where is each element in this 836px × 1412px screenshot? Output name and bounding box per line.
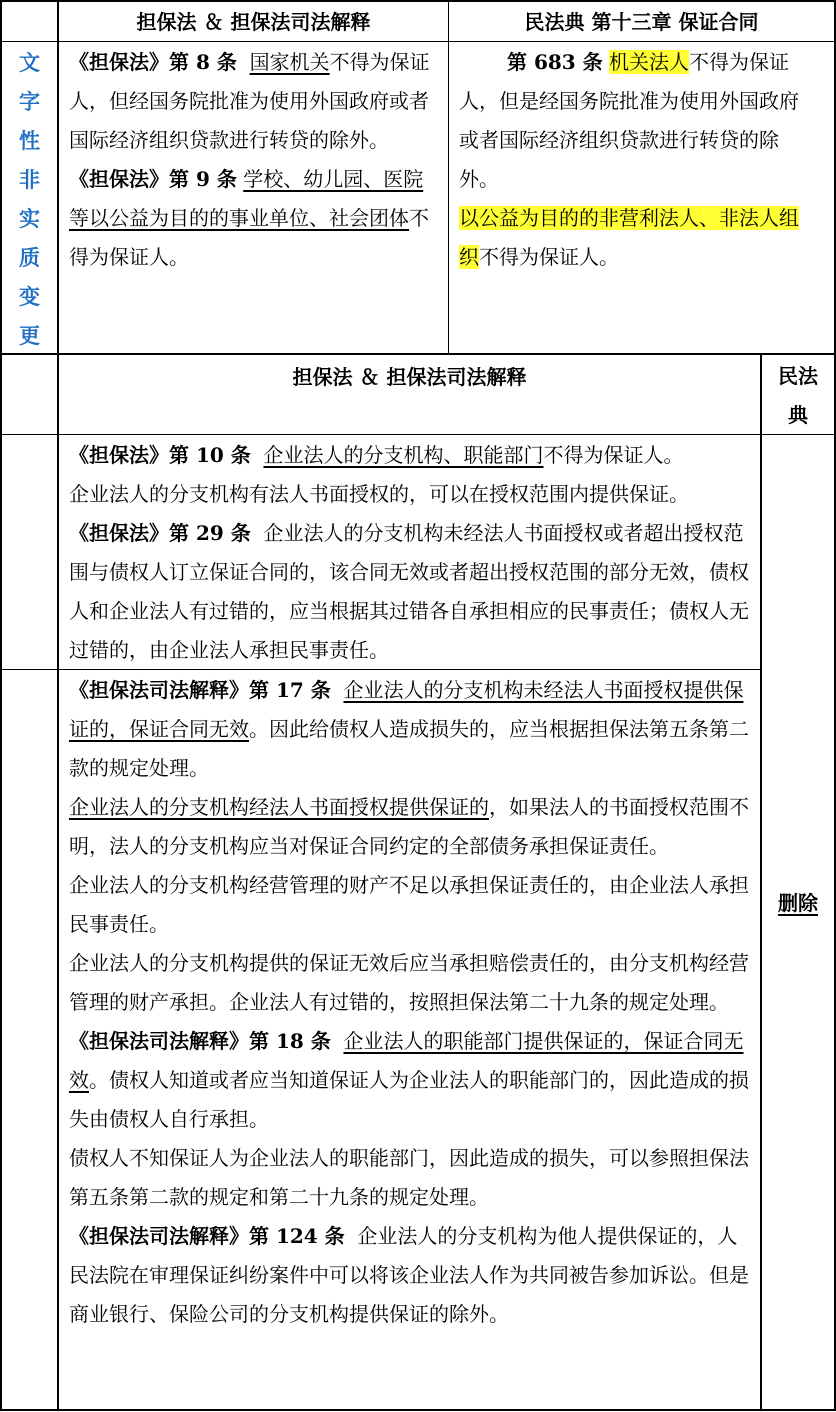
article-ref: 《担保法》第 29 条 [69, 521, 251, 545]
civil-code-cell [459, 43, 815, 277]
category-label-char: 字 [19, 89, 40, 114]
interp-17-paragraph-4: 企业法人的分支机构提供的保证无效后应当承担赔偿责任的，由分支机构经营管理的财产承担。企业法人有过错的，按照担保法第二十九条的规定处理。 [69, 951, 749, 1014]
category-label-char: 变 [19, 284, 40, 309]
highlighted-term: 以公益为目的的非营利法人、非法人组织 [459, 206, 799, 269]
underlined-term: 学校、幼儿园、医院等以公益为目的的事业单位、社会团体 [69, 167, 424, 230]
interp-124-paragraph [69, 1217, 753, 1334]
category-label-char: 性 [19, 128, 40, 153]
category-label-char: 质 [19, 245, 40, 270]
category-label-char: 文 [19, 50, 40, 75]
article-text: 不得为保证人。 [479, 245, 619, 269]
row-divider [0, 41, 836, 42]
header-old-law: 担保法 ＆ 担保法司法解释 [136, 10, 371, 34]
article-ref: 《担保法司法解释》第 18 条 [69, 1029, 331, 1053]
header-old-law-2: 担保法 ＆ 担保法司法解释 [292, 365, 527, 389]
underlined-term: 企业法人的分支机构、职能部门 [263, 443, 544, 467]
article-text: 企业法人的分支机构为他人提供保证的，人民法院在审理保证纠纷案件中可以将该企业法人作为共同被告参加诉讼。但是商业银行、保险公司的分支机构提供保证的除外。 [69, 1224, 749, 1326]
underlined-term: 企业法人的分支机构未经法人书面授权提供保证的，保证合同无效 [69, 678, 744, 741]
header-civil-code: 民法典 第十三章 保证合同 [524, 10, 759, 34]
interp-17-paragraph-3: 企业法人的分支机构经营管理的财产不足以承担保证责任的，由企业法人承担民事责任。 [69, 873, 749, 936]
article-text: 。债权人知道或者应当知道保证人为企业法人的职能部门的，因此造成的损失由债权人自行承担。 [69, 1068, 749, 1131]
column-divider [448, 0, 449, 354]
article-text: 企业法人的分支机构未经法人书面授权或者超出授权范围与债权人订立保证合同的，该合同无效或者超出授权范围的部分无效，债权人和企业法人有过错的，应当根据其过错各自承担相应的民事责任；债权人无过错的，由企业法人承担民事责任。 [69, 521, 749, 662]
article-ref: 《担保法》第 8 条 [69, 50, 237, 74]
table-border-bottom [0, 1409, 836, 1411]
article-text: ，如果法人的书面授权范围不明，法人的分支机构应当对保证合同约定的全部债务承担保证责任。 [69, 795, 749, 858]
article-9-paragraph [69, 160, 443, 277]
article-ref: 《担保法》第 10 条 [69, 443, 251, 467]
article-10-paragraph [69, 436, 753, 475]
article-ref: 《担保法司法解释》第 124 条 [69, 1224, 345, 1248]
interp-17-paragraph-2 [69, 788, 753, 866]
article-29-paragraph [69, 514, 753, 670]
underlined-term: 国家机关 [249, 50, 330, 74]
article-8-paragraph [69, 43, 443, 160]
column-divider [57, 0, 59, 1411]
row-divider [0, 353, 836, 355]
interp-18-paragraph [69, 1022, 753, 1139]
underlined-term: 企业法人的分支机构经法人书面授权提供保证的 [69, 795, 489, 819]
interp-17-paragraph [69, 671, 753, 788]
underlined-term: 企业法人的职能部门提供保证的，保证合同无效 [69, 1029, 744, 1092]
article-683-paragraph [459, 43, 815, 199]
article-ref: 《担保法》第 9 条 [69, 167, 237, 191]
header-civil-code-2: 民法典 [778, 364, 818, 427]
highlighted-term: 机关法人 [609, 50, 690, 74]
old-law-cell [69, 43, 443, 277]
category-label-nonsubstantive [2, 43, 57, 353]
category-label-char: 更 [19, 323, 40, 348]
deleted-label: 删除 [778, 891, 818, 915]
row-divider [0, 434, 836, 435]
article-10-paragraph-2: 企业法人的分支机构有法人书面授权的，可以在授权范围内提供保证。 [69, 482, 689, 506]
column-divider [760, 354, 762, 1411]
article-text: 不得为保证人，但是经国务院批准为使用外国政府或者国际经济组织贷款进行转贷的除外。 [459, 50, 799, 191]
article-text: 不得为保证人，但经国务院批准为使用外国政府或者国际经济组织贷款进行转贷的除外。 [69, 50, 430, 152]
article-ref: 《担保法司法解释》第 17 条 [69, 678, 331, 702]
article-text: 不得为保证人。 [543, 443, 684, 467]
interp-18-paragraph-2: 债权人不知保证人为企业法人的职能部门，因此造成的损失，可以参照担保法第五条第二款的规定和第二十九条的规定处理。 [69, 1146, 749, 1209]
judicial-interpretation-articles [69, 671, 753, 1334]
article-text: 。因此给债权人造成损失的，应当根据担保法第五条第二款的规定处理。 [69, 717, 749, 780]
article-683-paragraph-2 [459, 199, 815, 277]
category-label-char: 非 [19, 167, 40, 192]
category-label-char: 实 [19, 206, 40, 231]
article-text: 不得为保证人。 [69, 206, 429, 269]
article-ref: 第 683 条 [507, 50, 603, 74]
old-law-articles-10-29 [69, 436, 753, 670]
